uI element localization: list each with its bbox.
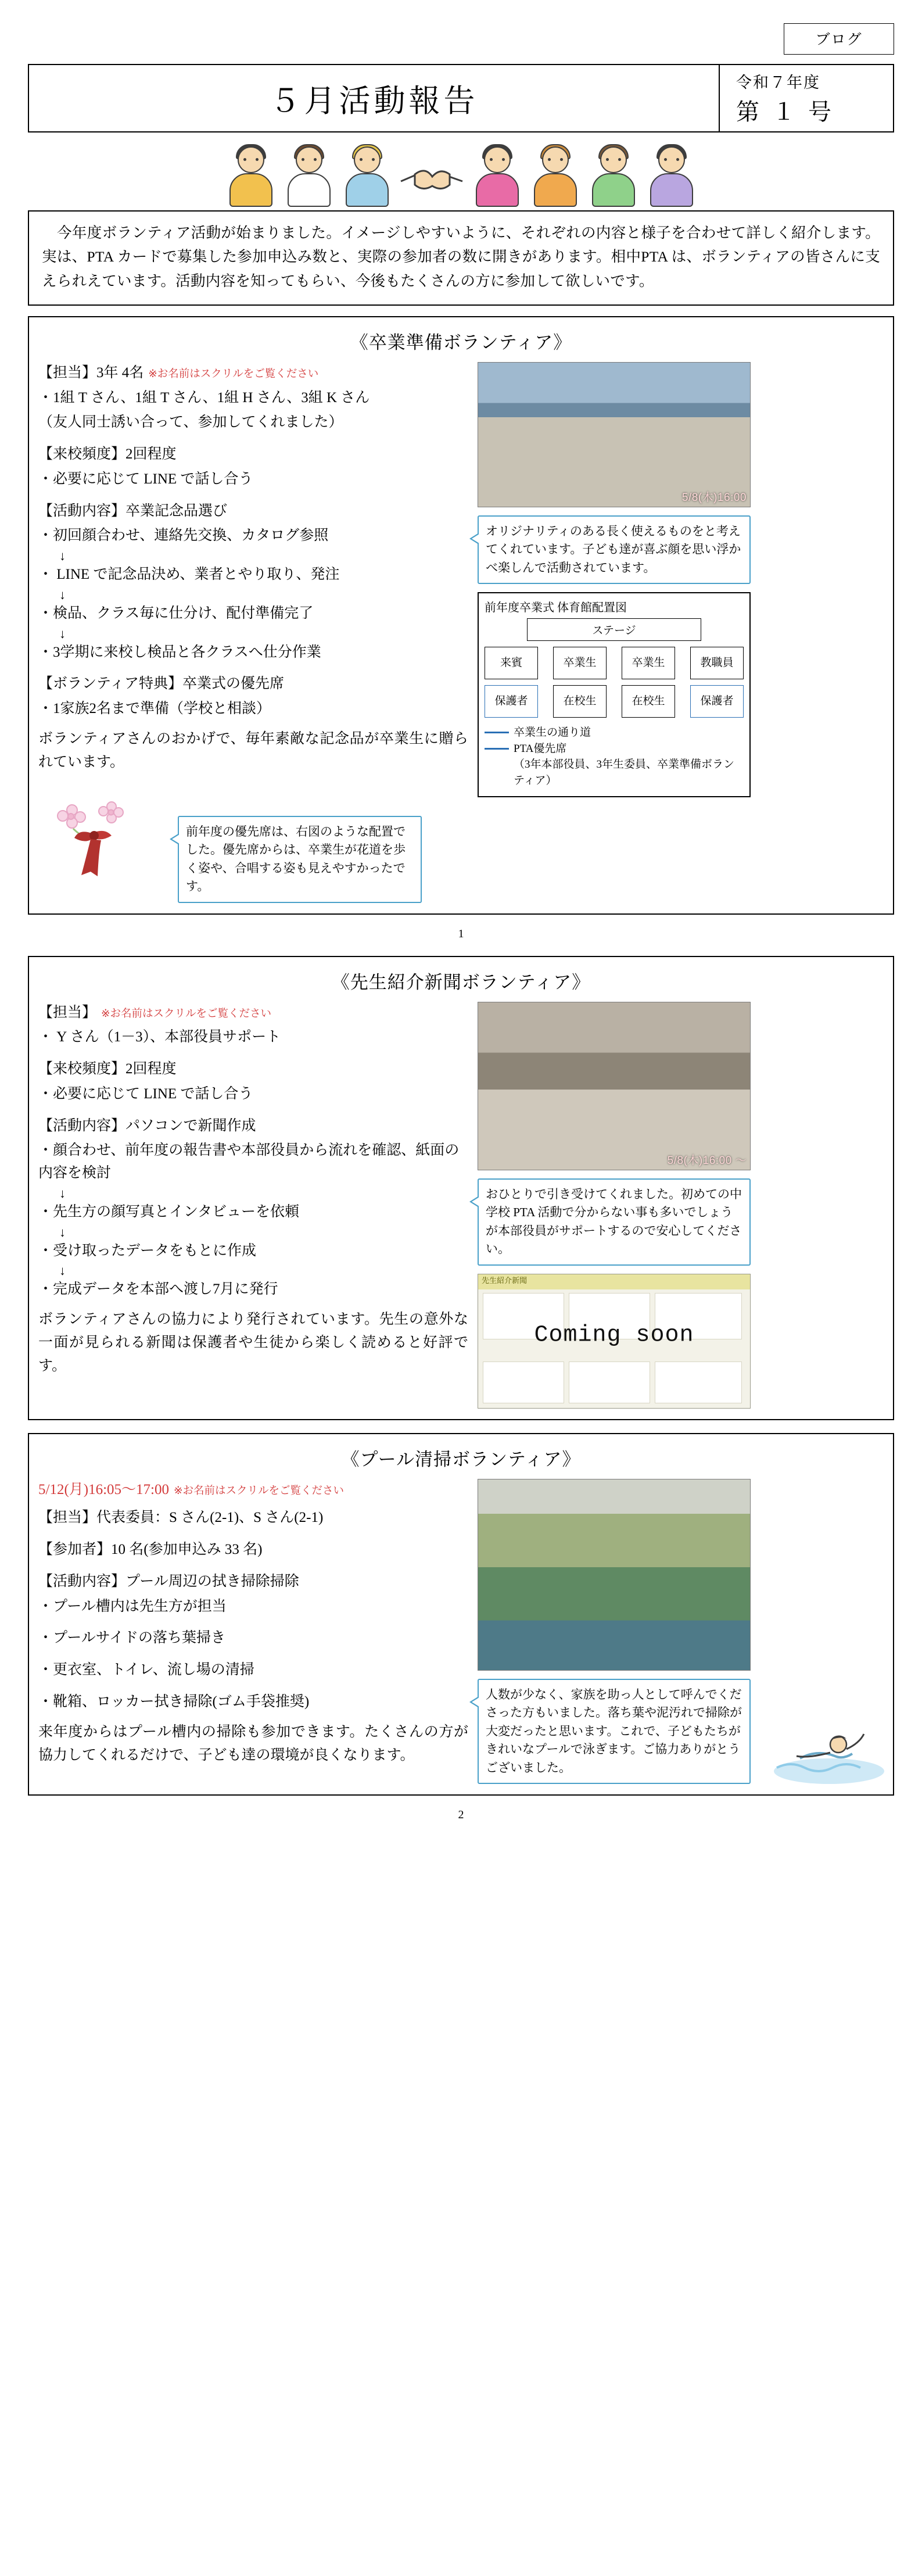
field-row: 【担当】3年 4名 ※お名前はスクリルをご覧ください	[38, 364, 319, 381]
photo-pool-cleaning	[478, 1479, 751, 1671]
person-icon	[281, 143, 337, 207]
field-row: ・更衣室、トイレ、流し場の清掃	[38, 1662, 254, 1678]
diagram-cell: 教職員	[690, 647, 744, 679]
field-row: 【ボランティア特典】卒業式の優先席	[38, 676, 285, 692]
field-row: 【参加者】10 名(参加申込み 33 名)	[38, 1542, 263, 1558]
field-row: ・ Y さん（1－3）、本部役員サポート	[38, 1029, 281, 1045]
section-text-column	[38, 1002, 468, 1378]
field-row: ・受け取ったデータをもとに作成	[38, 1242, 257, 1259]
section-closing-text: ボランティアさんの協力により発行されています。先生の意外な一面が見られる新聞は保護者や生徒から楽しく読めると好評です。	[38, 1312, 468, 1374]
field-row: ・必要に応じて LINE で話し合う	[38, 471, 253, 487]
diagram-grid	[485, 647, 744, 718]
section-closing-text: 来年度からはプール槽内の掃除も参加できます。たくさんの方が協力してくれるだけで、子ども達の環境が良くなります。	[38, 1724, 468, 1763]
person-icon	[586, 143, 641, 207]
handshake-icon	[397, 143, 467, 207]
field-row: 【活動内容】プール周辺の拭き掃除掃除	[38, 1573, 299, 1589]
field-row: ・顔合わせ、前年度の報告書や本部役員から流れを確認、紙面の内容を検討	[38, 1142, 460, 1181]
callout-pool: 人数が少なく、家族を助っ人として呼んでくださった方もいました。落ち葉や泥汚れで掃除が大変だったと思います。これで、子どもたちがきれいなプールで泳ぎます。ご協力ありがとうございました。	[478, 1679, 751, 1785]
diagram-cell: 卒業生	[553, 647, 607, 679]
person-icon	[528, 143, 583, 207]
field-row: ・検品、クラス毎に仕分け、配付準備完了	[38, 605, 314, 621]
field-row: ・完成データを本部へ渡し7月に発行	[38, 1281, 278, 1298]
photo-graduation-meeting	[478, 362, 751, 507]
legend-label: 卒業生の通り道	[514, 726, 591, 739]
section-teacher-newspaper	[28, 956, 894, 1420]
field-row: ・1組 T さん、1組 T さん、1組 H さん、3組 K さん	[38, 389, 370, 406]
section-subtitle: 5/12(月)16:05～17:00 ※お名前はスクリルをご覧ください	[38, 1481, 345, 1497]
field-row: ・3学期に来校し検品と各クラスへ仕分作業	[38, 644, 321, 660]
coming-soon-overlay: Coming soon	[534, 1322, 694, 1349]
title-right	[719, 65, 893, 131]
field-row: 【担当】代表委員：S さん(2-1)、S さん(2-1)	[38, 1510, 324, 1526]
section-pool-cleaning	[28, 1433, 894, 1796]
legend-line-icon	[485, 732, 509, 733]
person-icon	[469, 143, 525, 207]
section-media-column	[478, 362, 751, 797]
page-number: 1	[458, 927, 464, 940]
field-row: 【活動内容】パソコンで新聞作成	[38, 1117, 256, 1134]
callout-priority-seats: 前年度の優先席は、右図のような配置でした。優先席からは、卒業生が花道を歩く姿や、合唱する姿も見えやすかったです。	[178, 816, 422, 903]
gym-layout-diagram	[478, 592, 751, 797]
arrow-icon: ↓	[59, 626, 66, 641]
diagram-cell: 保護者	[485, 685, 538, 718]
diagram-cell: 在校生	[553, 685, 607, 718]
section-title: 《プール清掃ボランティア》	[341, 1449, 581, 1470]
people-illustration	[28, 138, 894, 207]
field-row: 【担当】 ※お名前はスクリルをご覧ください	[38, 1004, 272, 1020]
photo-newspaper-preview	[478, 1274, 751, 1409]
diagram-title: 前年度卒業式 体育館配置図	[485, 601, 627, 615]
field-row: 【来校頻度】2回程度	[38, 1061, 177, 1077]
diagram-cell: 来賓	[485, 647, 538, 679]
section-title: 《先生紹介新聞ボランティア》	[331, 972, 591, 993]
note-red: ※お名前はスクリルをご覧ください	[148, 368, 319, 380]
arrow-icon: ↓	[59, 1263, 66, 1278]
callout-graduation: オリジナリティのある長く使えるものをと考えてくれています。子ども達が喜ぶ顔を思い浮かべ楽しんで活動されています。	[478, 515, 751, 585]
ribbon-decoration	[38, 801, 172, 888]
diagram-cell: 在校生	[622, 685, 675, 718]
note-red: ※お名前はスクリルをご覧ください	[101, 1008, 272, 1020]
arrow-icon: ↓	[59, 587, 66, 602]
section-media-column	[478, 1002, 751, 1409]
field-row: ・初回顔合わせ、連絡先交換、カタログ参照	[38, 528, 329, 544]
field-row: 【来校頻度】2回程度	[38, 446, 177, 463]
page-title: ５月活動報告	[269, 83, 479, 119]
legend-note: （3年本部役員、3年生委員、卒業準備ボランティア）	[514, 758, 735, 787]
issue-label: 第 １ 号	[736, 99, 835, 125]
field-row: ・ LINE で記念品決め、業者とやり取り、発注	[38, 567, 340, 583]
section-text-column	[38, 362, 468, 774]
field-row: 【活動内容】卒業記念品選び	[38, 503, 228, 519]
title-box	[28, 64, 894, 132]
section-text-column	[38, 1479, 468, 1767]
arrow-icon: ↓	[59, 1185, 66, 1201]
legend-line-icon	[485, 748, 509, 750]
callout-newspaper: おひとりで引き受けてくれました。初めての中学校 PTA 活動で分からない事も多いでしょうが本部役員がサポートするので安心してください。	[478, 1178, 751, 1266]
field-row: ・プールサイドの落ち葉掃き	[38, 1630, 226, 1646]
field-row: （友人同士誘い合って、参加してくれました）	[38, 414, 343, 431]
field-row: ・必要に応じて LINE で話し合う	[38, 1085, 253, 1102]
intro-box	[28, 210, 894, 306]
section-closing-text: ボランティアさんのおかげで、毎年素敵な記念品が卒業生に贈られています。	[38, 730, 468, 770]
photo-timestamp: 5/8(木)16:00	[681, 491, 747, 504]
blog-tag: ブログ	[784, 23, 894, 55]
title-left	[29, 65, 719, 131]
person-icon	[223, 143, 279, 207]
swimmer-illustration	[765, 1703, 887, 1790]
note-red: ※お名前はスクリルをご覧ください	[174, 1485, 345, 1497]
era-label: 令和７年度	[736, 74, 820, 91]
photo-newspaper-meeting	[478, 1002, 751, 1170]
person-icon	[644, 143, 699, 207]
intro-text: 今年度ボランティア活動が始まりました。イメージしやすいように、それぞれの内容と様子を合わせて詳しく紹介します。実は、PTA カードで募集した参加申込み数と、実際の参加者の数に開きがあります。相中PTA は、ボランティアの皆さんに支えられえています。活動内容を知ってもらい、今後もたくさんの方に参加して欲しいです。	[42, 224, 880, 289]
page-number: 2	[458, 1808, 464, 1822]
arrow-icon: ↓	[59, 1224, 66, 1239]
diagram-stage: ステージ	[527, 618, 701, 641]
diagram-cell: 卒業生	[622, 647, 675, 679]
field-row: ・プール槽内は先生方が担当	[38, 1598, 227, 1614]
field-row: ・先生方の顔写真とインタビューを依頼	[38, 1203, 300, 1220]
diagram-cell: 保護者	[690, 685, 744, 718]
diagram-legend	[485, 725, 744, 789]
arrow-icon: ↓	[59, 549, 66, 564]
field-row: ・1家族2名まで準備（学校と相談）	[38, 701, 271, 717]
section-graduation-prep	[28, 316, 894, 915]
legend-label: PTA優先席	[514, 742, 567, 755]
photo-timestamp: 5/8(木)16:00 ～	[667, 1154, 747, 1167]
section-title: 《卒業準備ボランティア》	[350, 332, 572, 353]
field-row: ・靴箱、ロッカー拭き掃除(ゴム手袋推奨)	[38, 1693, 310, 1710]
newspaper-band-label: 先生紹介新聞	[478, 1274, 750, 1289]
person-icon	[339, 143, 395, 207]
section-media-column	[478, 1479, 751, 1785]
